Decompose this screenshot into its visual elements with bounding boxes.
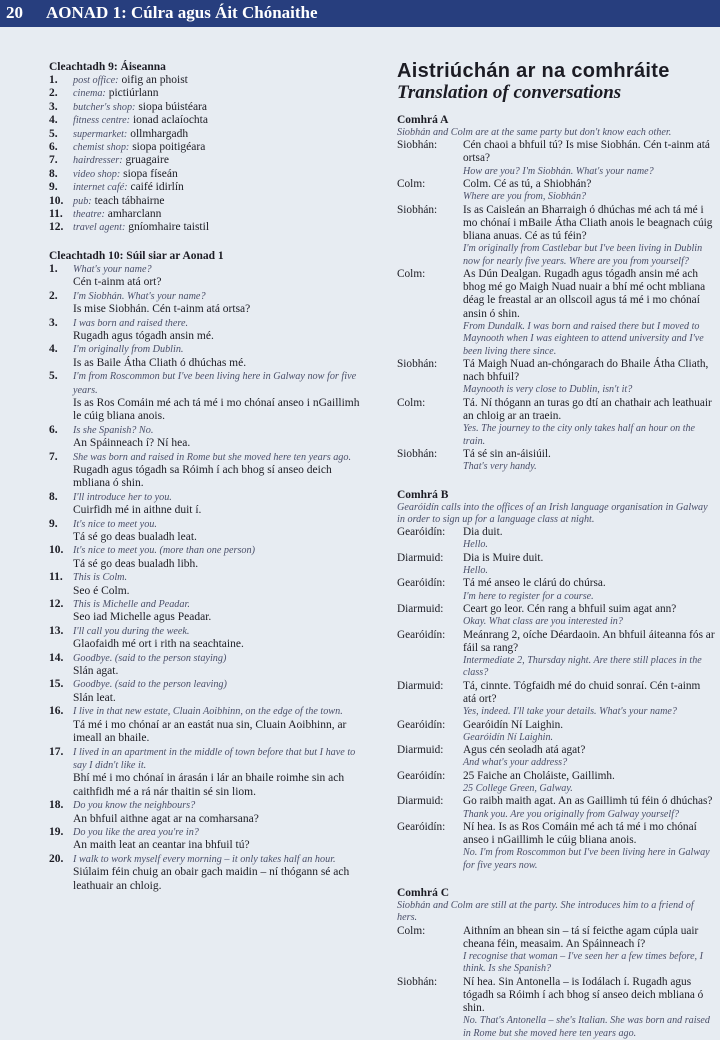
list-item	[49, 343, 361, 370]
irish-line: 25 Faiche an Choláiste, Gaillimh.	[463, 769, 615, 782]
irish-phrase: Tá sé go deas bualadh libh.	[73, 557, 199, 570]
speaker-name: Colm:	[397, 924, 426, 937]
list-item	[49, 141, 361, 154]
conversation-intro: Gearóidín calls into the offices of an Irish language organisation in Galway in order to sign up for a language class at night.	[397, 501, 708, 525]
irish-phrase: siopa físeán	[123, 167, 178, 180]
list-item	[49, 491, 361, 518]
list-item	[49, 181, 361, 194]
english-translation: 25 College Green, Galway.	[463, 783, 573, 795]
irish-phrase: An maith leat an ceantar ina bhfuil tú?	[73, 839, 250, 852]
english-translation: And what's your address?	[463, 757, 568, 769]
list-item	[49, 424, 361, 451]
speaker-name: Gearóidín:	[397, 718, 446, 731]
list-item	[49, 221, 361, 234]
english-phrase: She was born and raised in Rome but she moved here ten years ago.	[73, 451, 352, 463]
english-translation: How are you? I'm Siobhán. What's your name?	[463, 165, 654, 177]
list-item	[49, 290, 361, 317]
irish-phrase: oifig an phoist	[121, 74, 188, 86]
dialogue-line	[397, 526, 715, 552]
speaker-name: Colm:	[397, 396, 426, 409]
english-phrase: supermarket:	[73, 128, 128, 140]
english-translation: From Dundalk. I was born and raised there but I moved to Maynooth when I was eighteen to attend university and I've been living there since.	[463, 320, 704, 357]
list-item	[49, 87, 361, 100]
english-translation: Gearóidín Ní Laighin.	[463, 731, 554, 743]
dialogue-line	[397, 139, 715, 178]
english-translation: Hello.	[463, 564, 488, 576]
dialogue-text	[463, 448, 715, 474]
english-phrase: This is Michelle and Peadar.	[73, 599, 190, 611]
speaker-name: Diarmuid:	[397, 744, 444, 757]
irish-phrase: Tá sé go deas bualadh leat.	[73, 531, 197, 543]
speaker-name: Gearóidín:	[397, 769, 446, 782]
translation-title-irish: Aistriúchán ar na comhráite	[397, 60, 670, 82]
right-column	[397, 60, 715, 1040]
dialogue-line	[397, 795, 715, 821]
dialogue-line	[397, 552, 715, 578]
speaker-name: Siobhán:	[397, 448, 438, 461]
speaker-name: Siobhán:	[397, 358, 438, 371]
dialogue-text	[463, 526, 715, 552]
item-number: 19.	[49, 825, 64, 838]
irish-line: Dia is Muire duit.	[463, 551, 544, 564]
list-item	[49, 625, 361, 652]
item-number: 10.	[49, 544, 64, 557]
english-phrase: Is she Spanish? No.	[73, 424, 154, 436]
list-item	[49, 652, 361, 679]
english-phrase: video shop:	[73, 168, 121, 180]
dialogue-line	[397, 976, 715, 1040]
speaker-name: Gearóidín:	[397, 821, 446, 834]
english-translation: Yes. The journey to the city only takes half an hour on the train.	[463, 423, 696, 447]
irish-line: Ní hea. Is as Ros Comáin mé ach tá mé i mo chónaí anseo i nGaillimh le cúig bliana anois.	[463, 821, 697, 847]
dialogue-text	[463, 397, 715, 448]
item-number: 2.	[49, 289, 58, 302]
irish-line: Aithním an bhean sin – tá sí feicthe agam cúpla uair cheana féin, measaim. An Spáinneach í?	[463, 924, 699, 950]
dialogue-line	[397, 629, 715, 680]
irish-line: Tá Maigh Nuad an-chóngarach do Bhaile Átha Cliath, nach bhfuil?	[463, 358, 709, 384]
irish-phrase: amharclann	[107, 208, 162, 221]
list-item	[49, 518, 361, 545]
item-number: 6.	[49, 423, 58, 436]
item-number: 1.	[49, 74, 58, 86]
item-number: 14.	[49, 651, 64, 664]
english-phrase: I was born and raised there.	[73, 317, 189, 329]
dialogue-text	[463, 821, 715, 872]
english-phrase: post office:	[73, 75, 119, 86]
page-number: 20	[6, 3, 23, 22]
list-item	[49, 571, 361, 598]
dialogue-line	[397, 719, 715, 745]
list-item	[49, 598, 361, 625]
english-phrase: It's nice to meet you. (more than one person)	[73, 545, 256, 557]
english-translation: I recognise that woman – I've seen her a few times before, I think. Is she Spanish?	[463, 951, 703, 975]
english-translation: Maynooth is very close to Dublin, isn't it?	[463, 384, 633, 396]
dialogue-line	[397, 821, 715, 872]
speaker-name: Gearóidín:	[397, 526, 446, 539]
item-number: 16.	[49, 705, 64, 718]
item-number: 18.	[49, 799, 64, 812]
list-item	[49, 705, 361, 745]
irish-phrase: siopa poitigéara	[132, 141, 206, 154]
dialogue-text	[463, 976, 715, 1040]
english-translation: Hello.	[463, 539, 488, 551]
english-translation: Okay. What class are you interested in?	[463, 616, 623, 628]
item-number: 7.	[49, 450, 58, 463]
dialogue-line	[397, 680, 715, 719]
item-number: 3.	[49, 316, 58, 329]
irish-line: Ceart go leor. Cén rang a bhfuil suim agat ann?	[463, 602, 677, 615]
english-phrase: fitness centre:	[73, 115, 131, 127]
dialogue-line	[397, 744, 715, 770]
list-item	[49, 168, 361, 181]
irish-line: Is as Caisleán an Bharraigh ó dhúchas mé ach tá mé i mo chónaí i mBaile Átha Cliath anois le beagnach cúig bliana anuas. Cé as tú féin?	[463, 203, 713, 243]
english-phrase: theatre:	[73, 209, 105, 221]
exercise-10-list	[49, 263, 361, 893]
dialogue-line	[397, 204, 715, 268]
dialogue-text	[463, 744, 715, 770]
speaker-name: Colm:	[397, 268, 426, 281]
english-phrase: This is Colm.	[73, 572, 128, 584]
english-phrase: internet café:	[73, 182, 128, 194]
exercise-10-title: Cleachtadh 10: Súil siar ar Aonad 1	[49, 249, 224, 262]
speaker-name: Siobhán:	[397, 203, 438, 216]
irish-line: Go raibh maith agat. An as Gaillimh tú féin ó dhúchas?	[463, 795, 713, 808]
dialogue-text	[463, 719, 715, 745]
list-item	[49, 101, 361, 114]
dialogue-text	[463, 770, 715, 796]
irish-phrase: Seo é Colm.	[73, 584, 130, 597]
english-translation: Thank you. Are you originally from Galway yourself?	[463, 808, 680, 820]
item-number: 3.	[49, 100, 58, 113]
irish-phrase: teach tábhairne	[94, 194, 165, 207]
unit-title: AONAD 1: Cúlra agus Áit Chónaithe	[46, 3, 318, 22]
irish-phrase: Rugadh agus tógadh ansin mé.	[73, 329, 214, 342]
irish-phrase: ollmhargadh	[130, 127, 189, 140]
irish-phrase: Slán leat.	[73, 691, 116, 704]
list-item	[49, 263, 361, 290]
conversation-b	[397, 488, 715, 873]
irish-line: As Dún Dealgan. Rugadh agus tógadh ansin mé ach bhog mé go Maigh Nuad nuair a bhí mé ocht mbliana déag le freastal ar an ollscoil agus tá mé i mo chónaí ansin ó shin.	[463, 268, 706, 320]
irish-line: Meánrang 2, oíche Déardaoin. An bhfuil áiteanna fós ar fáil sa rang?	[463, 628, 715, 654]
translation-title-english: Translation of conversations	[397, 82, 622, 103]
speaker-name: Diarmuid:	[397, 551, 444, 564]
item-number: 12.	[49, 598, 64, 611]
list-item	[49, 317, 361, 344]
item-number: 8.	[49, 167, 58, 180]
dialogue-line	[397, 358, 715, 397]
item-number: 5.	[49, 127, 58, 140]
item-number: 10.	[49, 194, 64, 207]
english-translation: I'm here to register for a course.	[463, 590, 594, 602]
english-phrase: pub:	[73, 195, 92, 207]
irish-phrase: pictiúrlann	[108, 87, 159, 100]
list-item	[49, 451, 361, 491]
speaker-name: Gearóidín:	[397, 577, 446, 590]
item-number: 15.	[49, 678, 64, 691]
english-phrase: chemist shop:	[73, 142, 130, 154]
conversation-intro: Siobhán and Colm are still at the party. She introduces him to a friend of hers.	[397, 900, 694, 924]
list-item	[49, 370, 361, 424]
item-number: 20.	[49, 852, 64, 865]
irish-phrase: Bhí mé i mo chónaí in árasán i lár an bhaile roimhe sin ach caithfidh mé a rá nár thaitin sé sin liom.	[73, 772, 345, 798]
dialogue-text	[463, 577, 715, 603]
conversation-a	[397, 113, 715, 474]
irish-phrase: Cén t-ainm atá ort?	[73, 276, 162, 289]
item-number: 9.	[49, 517, 58, 530]
dialogue-line	[397, 577, 715, 603]
speaker-name: Gearóidín:	[397, 628, 446, 641]
dialogue-line	[397, 178, 715, 204]
irish-phrase: Seo iad Michelle agus Peadar.	[73, 611, 212, 624]
irish-phrase: Is as Baile Átha Cliath ó dhúchas mé.	[73, 356, 247, 369]
item-number: 13.	[49, 624, 64, 637]
conversation-c	[397, 886, 715, 1040]
english-translation: Yes, indeed. I'll take your details. What's your name?	[463, 706, 677, 718]
list-item	[49, 746, 361, 800]
dialogue-text	[463, 178, 715, 204]
dialogue-line	[397, 603, 715, 629]
irish-phrase: An bhfuil aithne agat ar na comharsana?	[73, 812, 259, 825]
irish-phrase: ionad aclaíochta	[132, 114, 208, 127]
irish-phrase: An Spáinneach í? Ní hea.	[73, 437, 191, 450]
list-item	[49, 114, 361, 127]
dialogue-line	[397, 448, 715, 474]
dialogue-line	[397, 268, 715, 358]
dialogue-text	[463, 680, 715, 719]
irish-line: Dia duit.	[463, 526, 503, 539]
conversation-title: Comhrá A	[397, 114, 449, 126]
conversation-title: Comhrá B	[397, 488, 449, 501]
list-item	[49, 853, 361, 893]
irish-phrase: Glaofaidh mé ort i rith na seachtaine.	[73, 638, 244, 651]
dialogue-text	[463, 925, 715, 976]
irish-phrase: Slán agat.	[73, 665, 119, 678]
english-phrase: I'm from Roscommon but I've been living here in Galway now for five years.	[73, 371, 357, 396]
irish-line: Tá sé sin an-áisiúil.	[463, 448, 551, 461]
irish-line: Tá, cinnte. Tógfaidh mé do chuid sonraí. Cén t-ainm atá ort?	[463, 679, 701, 705]
english-phrase: It's nice to meet you.	[73, 518, 157, 530]
list-item	[49, 826, 361, 853]
english-translation: No. That's Antonella – she's Italian. She was born and raised in Rome but she moved here ten years ago.	[463, 1015, 710, 1039]
english-translation: Where are you from, Siobhán?	[463, 191, 587, 203]
page-header	[0, 0, 720, 27]
english-phrase: Do you like the area you're in?	[73, 826, 199, 838]
list-item	[49, 128, 361, 141]
dialogue-line	[397, 770, 715, 796]
english-phrase: I walk to work myself every morning – it only takes half an hour.	[73, 853, 336, 865]
list-item	[49, 74, 361, 87]
item-number: 6.	[49, 141, 58, 154]
speaker-name: Diarmuid:	[397, 602, 444, 615]
dialogue-text	[463, 358, 715, 397]
item-number: 5.	[49, 370, 58, 383]
english-phrase: Do you know the neighbours?	[73, 800, 196, 812]
item-number: 7.	[49, 154, 58, 167]
english-translation: That's very handy.	[463, 461, 537, 473]
irish-line: Ní hea. Sin Antonella – is Iodálach í. Rugadh agus tógadh sa Róimh í ach bhog sí anseo deich mbliana ó shin.	[463, 975, 704, 1015]
speaker-name: Diarmuid:	[397, 795, 444, 808]
speaker-name: Siobhán:	[397, 139, 438, 152]
item-number: 11.	[49, 208, 63, 221]
irish-phrase: caifé idirlín	[130, 181, 184, 194]
english-translation: Intermediate 2, Thursday night. Are there still places in the class?	[463, 654, 702, 679]
conversation-title: Comhrá C	[397, 887, 450, 900]
english-phrase: cinema:	[73, 88, 106, 100]
english-translation: No. I'm from Roscommon but I've been living here in Galway for five years now.	[463, 847, 710, 871]
english-phrase: What's your name?	[73, 263, 152, 275]
list-item	[49, 678, 361, 705]
speaker-name: Siobhán:	[397, 975, 438, 988]
list-item	[49, 208, 361, 221]
item-number: 9.	[49, 181, 58, 194]
left-column	[49, 60, 361, 893]
item-number: 2.	[49, 87, 58, 100]
irish-phrase: Rugadh agus tógadh sa Róimh í ach bhog sí anseo deich mbliana ó shin.	[73, 463, 332, 490]
irish-line: Tá mé anseo le clárú do chúrsa.	[463, 577, 606, 590]
english-phrase: I'm Siobhán. What's your name?	[73, 290, 206, 302]
list-item	[49, 544, 361, 571]
item-number: 4.	[49, 114, 58, 127]
irish-phrase: Cuirfidh mé in aithne duit í.	[73, 504, 202, 517]
english-phrase: I'm originally from Dublin.	[73, 344, 184, 356]
dialogue-text	[463, 552, 715, 578]
dialogue-text	[463, 795, 715, 821]
item-number: 17.	[49, 745, 64, 758]
item-number: 11.	[49, 571, 63, 584]
dialogue-text	[463, 629, 715, 680]
dialogue-text	[463, 268, 715, 358]
english-phrase: I'll introduce her to you.	[73, 491, 172, 503]
exercise-9-list	[49, 74, 361, 235]
irish-phrase: Tá mé i mo chónaí ar an eastát nua sin, Cluain Aoibhinn, ar imeall an bhaile.	[73, 718, 347, 745]
english-phrase: Goodbye. (said to the person staying)	[73, 652, 227, 664]
english-phrase: I lived in an apartment in the middle of town before that but I have to say I didn't like it.	[73, 746, 356, 771]
dialogue-text	[463, 204, 715, 268]
english-phrase: Goodbye. (said to the person leaving)	[73, 679, 227, 691]
speaker-name: Diarmuid:	[397, 679, 444, 692]
english-phrase: travel agent:	[73, 222, 126, 234]
english-phrase: I live in that new estate, Cluain Aoibhinn, on the edge of the town.	[73, 706, 343, 718]
irish-phrase: gníomhaire taistil	[128, 221, 210, 234]
list-item	[49, 799, 361, 826]
irish-phrase: Is mise Siobhán. Cén t-ainm atá ortsa?	[73, 303, 251, 316]
irish-line: Colm. Cé as tú, a Shiobhán?	[463, 178, 592, 191]
english-phrase: hairdresser:	[73, 155, 123, 167]
irish-line: Tá. Ní thógann an turas go dtí an chathair ach leathuair an chloig ar an traein.	[463, 396, 712, 423]
irish-line: Cén chaoi a bhfuil tú? Is mise Siobhán. Cén t-ainm atá ortsa?	[463, 139, 710, 165]
dialogue-line	[397, 925, 715, 976]
english-phrase: I'll call you during the week.	[73, 625, 190, 637]
english-translation: I'm originally from Castlebar but I've been living in Dublin now for nearly five years. Where are you from yourself?	[463, 243, 703, 267]
english-phrase: butcher's shop:	[73, 101, 136, 113]
dialogue-text	[463, 139, 715, 178]
exercise-9-title: Cleachtadh 9: Áiseanna	[49, 61, 166, 73]
item-number: 8.	[49, 490, 58, 503]
irish-line: Gearóidín Ní Laighin.	[463, 718, 564, 731]
list-item	[49, 154, 361, 167]
irish-phrase: Siúlaim féin chuig an obair gach maidin – ní thógann sé ach leathuair an chloig.	[73, 866, 350, 892]
speaker-name: Colm:	[397, 178, 426, 191]
item-number: 4.	[49, 343, 58, 356]
irish-phrase: Is as Ros Comáin mé ach tá mé i mo chónaí anseo i nGaillimh le cúig bliana anois.	[73, 396, 360, 423]
irish-phrase: siopa búistéara	[138, 100, 207, 113]
dialogue-line	[397, 397, 715, 448]
list-item	[49, 195, 361, 208]
item-number: 1.	[49, 262, 58, 275]
conversation-intro: Siobhán and Colm are at the same party but don't know each other.	[397, 127, 672, 138]
item-number: 12.	[49, 221, 64, 234]
dialogue-text	[463, 603, 715, 629]
irish-line: Agus cén seoladh atá agat?	[463, 744, 586, 757]
irish-phrase: gruagaire	[125, 154, 169, 167]
